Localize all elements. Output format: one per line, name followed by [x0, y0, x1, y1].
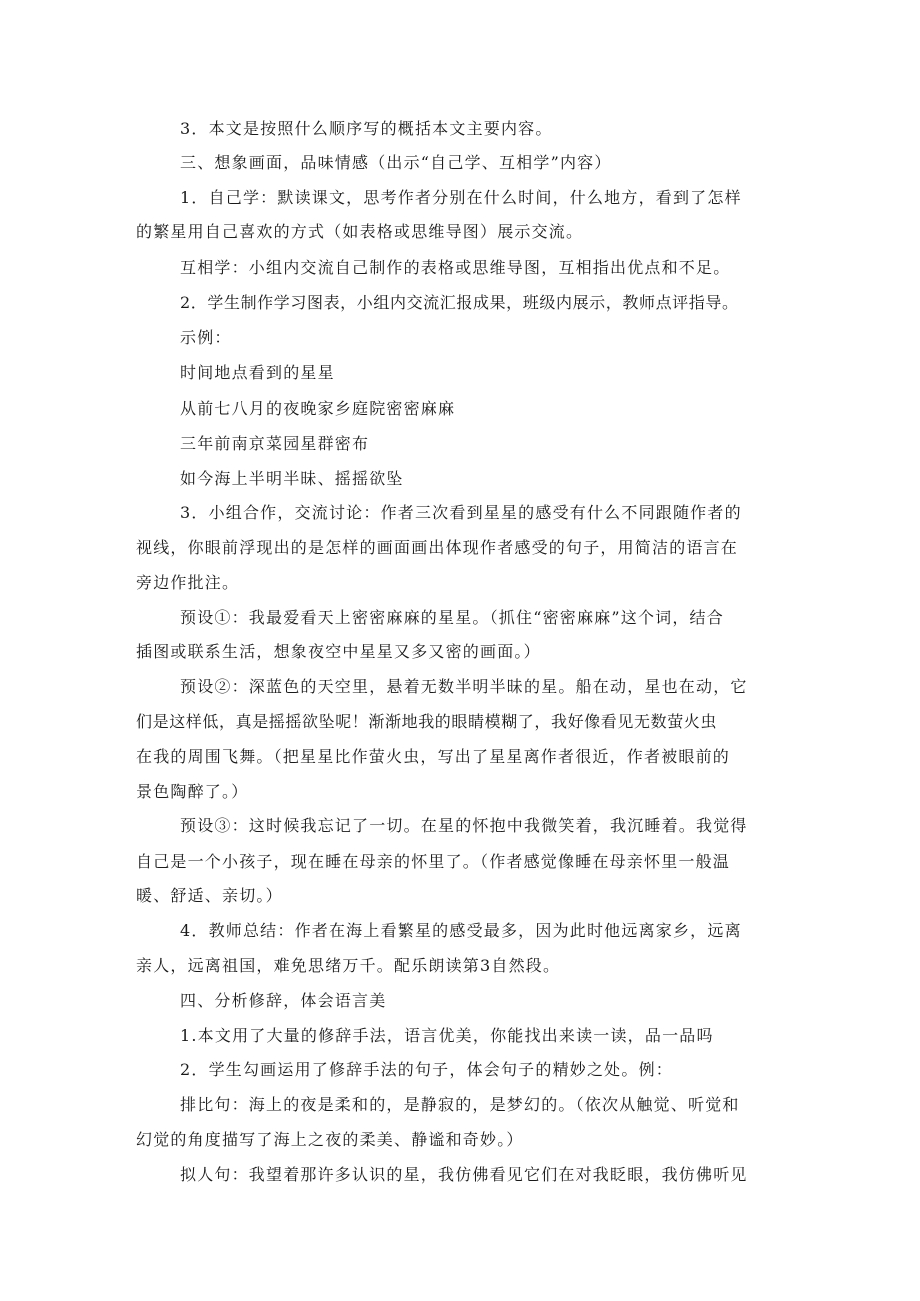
text-line: 亲人，远离祖国，难免思绪万千。配乐朗读第3自然段。: [136, 956, 561, 975]
text-line: 1.本文用了大量的修辞手法，语言优美，你能找出来读一读，品一品吗: [180, 1026, 714, 1045]
text-line: 3．小组合作，交流讨论：作者三次看到星星的感受有什么不同跟随作者的: [180, 503, 742, 522]
text-line: 幻觉的角度描写了海上之夜的柔美、静谧和奇妙。）: [136, 1130, 524, 1149]
table-row-line: 三年前南京菜园星群密布: [180, 434, 370, 453]
text-line: 预设①：我最爱看天上密密麻麻的星星。（抓住“密密麻麻”这个词，结合: [180, 608, 724, 627]
table-row-line: 从前七八月的夜晚家乡庭院密密麻麻: [180, 399, 456, 418]
text-line: 自己是一个小孩子，现在睡在母亲的怀里了。（作者感觉像睡在母亲怀里一般温: [136, 852, 731, 871]
text-line: 插图或联系生活，想象夜空中星星又多又密的画面。）: [136, 642, 541, 661]
text-line: 预设②：深蓝色的天空里，悬着无数半明半昧的星。船在动，星也在动，它: [180, 677, 748, 696]
section-heading: 四、分析修辞，体会语言美: [180, 991, 387, 1010]
text-line: 排比句：海上的夜是柔和的，是静寂的，是梦幻的。（依次从触觉、听觉和: [180, 1095, 740, 1114]
text-line: 互相学：小组内交流自己制作的表格或思维导图，互相指出优点和不足。: [180, 258, 731, 277]
text-line: 旁边作批注。: [136, 573, 240, 592]
text-line: 景色陶醉了。）: [136, 782, 249, 801]
text-line: 2．学生制作学习图表，小组内交流汇报成果，班级内展示，教师点评指导。: [180, 293, 739, 312]
text-line: 4．教师总结：作者在海上看繁星的感受最多，因为此时他远离家乡，远离: [180, 921, 742, 940]
text-line: 在我的周围飞舞。（把星星比作萤火虫，写出了星星离作者很近，作者被眼前的: [136, 747, 731, 766]
section-heading: 三、想象画面，品味情感（出示“自己学、互相学”内容）: [180, 153, 612, 172]
table-row-line: 如今海上半明半昧、摇摇欲坠: [180, 469, 404, 488]
text-line: 示例：: [180, 328, 232, 347]
text-line: 2．学生勾画运用了修辞手法的句子，体会句子的精妙之处。例：: [180, 1060, 673, 1079]
text-line: 的繁星用自己喜欢的方式（如表格或思维导图）展示交流。: [136, 222, 584, 241]
text-line: 预设③：这时候我忘记了一切。在星的怀抱中我微笑着，我沉睡着。我觉得: [180, 816, 748, 835]
table-header-line: 时间地点看到的星星: [180, 363, 335, 382]
text-line: 视线，你眼前浮现出的是怎样的画面画出体现作者感受的句子，用简洁的语言在: [136, 538, 739, 557]
text-line: 们是这样低，真是摇摇欲坠呢！渐渐地我的眼睛模糊了，我好像看见无数萤火虫: [136, 712, 718, 731]
text-line: 3．本文是按照什么顺序写的概括本文主要内容。: [180, 119, 553, 138]
text-line: 1．自己学：默读课文，思考作者分别在什么时间，什么地方，看到了怎样: [180, 188, 742, 207]
text-line: 暖、舒适、亲切。）: [136, 886, 283, 905]
text-line: 拟人句：我望着那许多认识的星，我仿佛看见它们在对我眨眼，我仿佛听见: [180, 1165, 748, 1184]
